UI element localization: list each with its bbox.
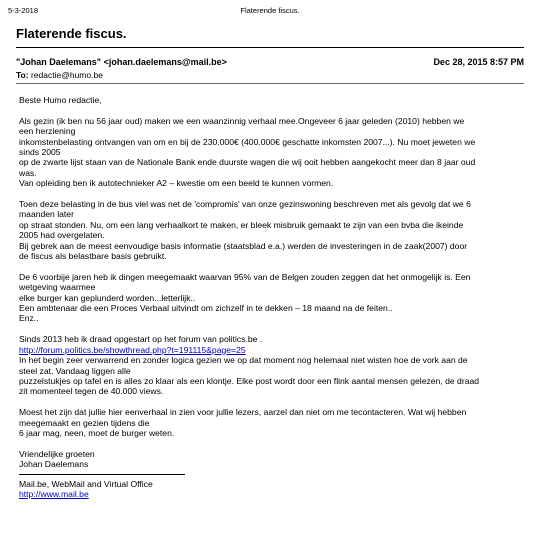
body-line: was. [19, 167, 37, 178]
body-line: de fiscus als belastbare basis gebruikt. [19, 251, 167, 262]
print-title: Flaterende fiscus. [240, 6, 300, 15]
meta-divider [16, 83, 524, 84]
footer-text: Mail.be, WebMail and Virtual Office [19, 478, 153, 489]
body-line: op straat stonden. Nu, om een lang verhaalkort te maken, er bleek misbruik gemaakt te zijn van een bvba die ikeinde [19, 219, 464, 230]
body-line: Bij gebrek aan de meest eenvoudige basis informatie (staatsblad e.a.) werden de investeringen in de zaak(2007) door [19, 240, 468, 251]
forum-thread-link[interactable]: http://forum.politics.be/showthread.php?t=191115&page=25 [19, 344, 246, 355]
email-date: Dec 28, 2015 8:57 PM [433, 57, 524, 67]
paragraph-2 [19, 199, 524, 261]
email-body [19, 95, 524, 499]
body-line: Een ambtenaar die een Proces Verbaal uitvindt om zichzelf in te dekken – 18 maand na de feiten.. [19, 303, 393, 314]
print-header [0, 5, 540, 17]
body-line: puzzelstukjes op tafel en is alles zo klaar als een klontje. Elke post wordt door een flink aantal mensen gelezen, de draad [19, 375, 480, 386]
to-address: redactie@humo.be [30, 70, 103, 80]
body-line: Moest het zijn dat jullie hier eenverhaal in zien voor jullie lezers, aarzel dan niet om me tecontacteren. Wat wij hebben [19, 407, 467, 418]
body-line: 6 jaar mag, neen, moet de burger weten. [19, 427, 175, 438]
body-line: inkomstenbelasting ontvangen van om en bij de 230.000€ (400.000€ geschatte inkomsten 2007...). Nu moet jeweten we [19, 136, 476, 147]
paragraph-4 [19, 334, 524, 396]
body-line: Als gezin (ik ben nu 56 jaar oud) maken we een waanzinnig verhaal mee.Ongeveer 6 jaar geleden (2010) hebben we [19, 115, 465, 126]
body-line: wetgeving waarmee [19, 282, 96, 293]
paragraph-1 [19, 116, 524, 189]
body-line: meegemaakt en gezien tijdens die [19, 417, 150, 428]
closing: Vriendelijke groeten [19, 448, 95, 459]
email-subject: Flaterende fiscus. [16, 26, 127, 41]
body-line: In het begin zeer verwarrend en zonder logica gezien we op dat moment nog helemaal niet wisten hoe de vork aan de [19, 355, 468, 366]
body-line: Van opleiding ben ik autotechnieker A2 – kwestie om een beeld te kunnen vormen. [19, 178, 334, 189]
paragraph-3 [19, 272, 524, 324]
body-line: een herziening [19, 126, 76, 137]
signature-name: Johan Daelemans [19, 459, 89, 470]
email-to [16, 70, 103, 81]
body-line: steel zat. Vandaag liggen alle [19, 365, 131, 376]
body-line: zit momenteel tegen de 40.000 views. [19, 386, 164, 397]
print-date: 5-3-2018 [8, 6, 39, 15]
footer-link[interactable]: http://www.mail.be [19, 488, 89, 499]
body-line: elke burger kan geplunderd worden...letterlijk.. [19, 292, 196, 303]
body-line: Enz.. [19, 313, 39, 324]
body-line: 2005 had overgelaten. [19, 230, 105, 241]
signature-divider [19, 474, 185, 475]
body-line: De 6 voorbije jaren heb ik dingen meegemaakt waarvan 95% van de Belgen zouden zeggen dat het onmogelijk is. Een [19, 271, 471, 282]
body-line: Sinds 2013 heb ik draad opgestart op het forum van politics.be . [19, 334, 263, 345]
to-label: To: [16, 70, 29, 80]
body-line: op de zwarte lijst staan van de Nationale Bank ende duurste wagen die wij ooit hebben aangekocht meer dan 8 jaar oud [19, 157, 476, 168]
body-line: Toen deze belasting in de bus viel was net de 'compromis' van onze gezinswoning beschreven met als gevolg dat we 6 [19, 199, 471, 210]
body-line: maanden later [19, 209, 74, 220]
greeting: Beste Humo redactie, [19, 95, 102, 105]
body-line: sinds 2005 [19, 147, 61, 158]
header-divider [16, 47, 524, 48]
signature [19, 449, 524, 500]
email-from: "Johan Daelemans" <johan.daelemans@mail.be> [16, 57, 227, 67]
paragraph-5 [19, 407, 524, 438]
